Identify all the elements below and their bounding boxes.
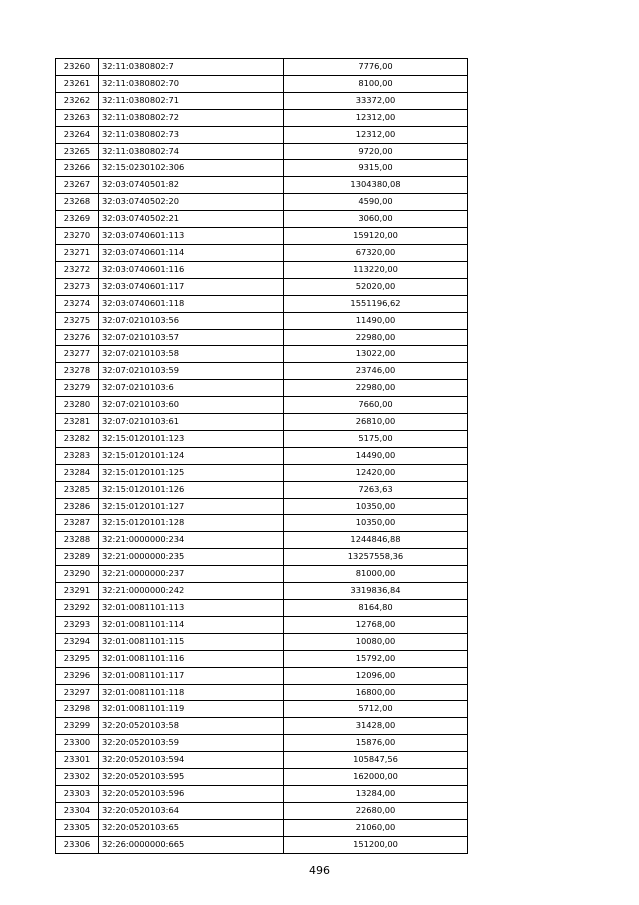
row-number: 23299 — [56, 718, 99, 735]
cadastral-number: 32:15:0120101:126 — [99, 481, 284, 498]
cadastral-value: 12312,00 — [284, 126, 468, 143]
cadastral-value: 3060,00 — [284, 211, 468, 228]
row-number: 23280 — [56, 397, 99, 414]
table-row — [56, 836, 468, 853]
cadastral-value: 3319836,84 — [284, 583, 468, 600]
row-number: 23284 — [56, 464, 99, 481]
table-row — [56, 278, 468, 295]
cadastral-value: 10350,00 — [284, 498, 468, 515]
cadastral-value: 12312,00 — [284, 109, 468, 126]
row-number: 23285 — [56, 481, 99, 498]
row-number: 23266 — [56, 160, 99, 177]
row-number: 23292 — [56, 600, 99, 617]
row-number: 23294 — [56, 633, 99, 650]
table-row — [56, 430, 468, 447]
cadastral-number: 32:21:0000000:235 — [99, 549, 284, 566]
cadastral-number: 32:03:0740502:20 — [99, 194, 284, 211]
cadastral-value: 22980,00 — [284, 329, 468, 346]
row-number: 23267 — [56, 177, 99, 194]
row-number: 23289 — [56, 549, 99, 566]
cadastral-value: 52020,00 — [284, 278, 468, 295]
table-row — [56, 109, 468, 126]
row-number: 23300 — [56, 735, 99, 752]
cadastral-number: 32:20:0520103:65 — [99, 819, 284, 836]
row-number: 23305 — [56, 819, 99, 836]
cadastral-number: 32:20:0520103:58 — [99, 718, 284, 735]
table-row — [56, 160, 468, 177]
row-number: 23281 — [56, 414, 99, 431]
cadastral-value: 67320,00 — [284, 244, 468, 261]
row-number: 23282 — [56, 430, 99, 447]
table-row — [56, 616, 468, 633]
table-row — [56, 295, 468, 312]
table-row — [56, 752, 468, 769]
cadastral-value: 11490,00 — [284, 312, 468, 329]
cadastral-value: 13257558,36 — [284, 549, 468, 566]
cadastral-number: 32:11:0380802:74 — [99, 143, 284, 160]
cadastral-value: 33372,00 — [284, 92, 468, 109]
table-row — [56, 785, 468, 802]
cadastral-value: 10350,00 — [284, 515, 468, 532]
row-number: 23287 — [56, 515, 99, 532]
table-row — [56, 633, 468, 650]
row-number: 23273 — [56, 278, 99, 295]
cadastral-number: 32:15:0230102:306 — [99, 160, 284, 177]
cadastral-number: 32:15:0120101:125 — [99, 464, 284, 481]
cadastral-value: 10080,00 — [284, 633, 468, 650]
row-number: 23270 — [56, 228, 99, 245]
cadastral-value: 7263,63 — [284, 481, 468, 498]
cadastral-number: 32:26:0000000:665 — [99, 836, 284, 853]
table-row — [56, 447, 468, 464]
cadastral-value: 12768,00 — [284, 616, 468, 633]
cadastral-number: 32:07:0210103:58 — [99, 346, 284, 363]
table-row — [56, 566, 468, 583]
table-row — [56, 397, 468, 414]
row-number: 23295 — [56, 650, 99, 667]
cadastral-number: 32:20:0520103:596 — [99, 785, 284, 802]
row-number: 23272 — [56, 261, 99, 278]
table-row — [56, 549, 468, 566]
cadastral-number: 32:01:0081101:117 — [99, 667, 284, 684]
row-number: 23301 — [56, 752, 99, 769]
table-row — [56, 244, 468, 261]
row-number: 23303 — [56, 785, 99, 802]
cadastral-number: 32:03:0740601:118 — [99, 295, 284, 312]
row-number: 23261 — [56, 75, 99, 92]
row-number: 23298 — [56, 701, 99, 718]
cadastral-number: 32:01:0081101:115 — [99, 633, 284, 650]
cadastral-value: 26810,00 — [284, 414, 468, 431]
table-row — [56, 143, 468, 160]
table-row — [56, 464, 468, 481]
table-row — [56, 92, 468, 109]
table-row — [56, 312, 468, 329]
cadastral-value: 151200,00 — [284, 836, 468, 853]
cadastral-value: 22980,00 — [284, 380, 468, 397]
row-number: 23268 — [56, 194, 99, 211]
cadastral-number: 32:01:0081101:116 — [99, 650, 284, 667]
cadastral-number: 32:01:0081101:119 — [99, 701, 284, 718]
cadastral-value: 21060,00 — [284, 819, 468, 836]
table-row — [56, 126, 468, 143]
cadastral-number: 32:20:0520103:594 — [99, 752, 284, 769]
cadastral-number: 32:03:0740502:21 — [99, 211, 284, 228]
row-number: 23264 — [56, 126, 99, 143]
cadastral-number: 32:01:0081101:118 — [99, 684, 284, 701]
cadastral-value: 81000,00 — [284, 566, 468, 583]
table-row — [56, 329, 468, 346]
cadastral-number: 32:07:0210103:61 — [99, 414, 284, 431]
row-number: 23297 — [56, 684, 99, 701]
table-row — [56, 718, 468, 735]
cadastral-table — [55, 58, 468, 854]
cadastral-value: 5175,00 — [284, 430, 468, 447]
cadastral-number: 32:11:0380802:71 — [99, 92, 284, 109]
cadastral-value: 12096,00 — [284, 667, 468, 684]
cadastral-value: 9720,00 — [284, 143, 468, 160]
cadastral-number: 32:15:0120101:127 — [99, 498, 284, 515]
cadastral-number: 32:21:0000000:242 — [99, 583, 284, 600]
cadastral-value: 13284,00 — [284, 785, 468, 802]
cadastral-number: 32:07:0210103:59 — [99, 363, 284, 380]
table-row — [56, 414, 468, 431]
cadastral-value: 5712,00 — [284, 701, 468, 718]
cadastral-number: 32:07:0210103:57 — [99, 329, 284, 346]
cadastral-value: 13022,00 — [284, 346, 468, 363]
cadastral-value: 7776,00 — [284, 59, 468, 76]
table-row — [56, 532, 468, 549]
cadastral-value: 31428,00 — [284, 718, 468, 735]
cadastral-number: 32:01:0081101:113 — [99, 600, 284, 617]
row-number: 23302 — [56, 769, 99, 786]
cadastral-value: 162000,00 — [284, 769, 468, 786]
cadastral-value: 105847,56 — [284, 752, 468, 769]
row-number: 23288 — [56, 532, 99, 549]
cadastral-number: 32:15:0120101:123 — [99, 430, 284, 447]
table-row — [56, 802, 468, 819]
cadastral-number: 32:03:0740601:113 — [99, 228, 284, 245]
row-number: 23286 — [56, 498, 99, 515]
cadastral-number: 32:11:0380802:70 — [99, 75, 284, 92]
row-number: 23275 — [56, 312, 99, 329]
row-number: 23296 — [56, 667, 99, 684]
cadastral-value: 15792,00 — [284, 650, 468, 667]
row-number: 23283 — [56, 447, 99, 464]
table-row — [56, 583, 468, 600]
cadastral-value: 14490,00 — [284, 447, 468, 464]
table-row — [56, 667, 468, 684]
table-row — [56, 211, 468, 228]
row-number: 23279 — [56, 380, 99, 397]
row-number: 23263 — [56, 109, 99, 126]
table-row — [56, 515, 468, 532]
table-row — [56, 600, 468, 617]
table-row — [56, 650, 468, 667]
cadastral-value: 1304380,08 — [284, 177, 468, 194]
cadastral-value: 16800,00 — [284, 684, 468, 701]
cadastral-number: 32:21:0000000:234 — [99, 532, 284, 549]
cadastral-number: 32:07:0210103:60 — [99, 397, 284, 414]
cadastral-number: 32:03:0740601:117 — [99, 278, 284, 295]
table-row — [56, 769, 468, 786]
cadastral-value: 9315,00 — [284, 160, 468, 177]
table-row — [56, 75, 468, 92]
row-number: 23291 — [56, 583, 99, 600]
cadastral-value: 8164,80 — [284, 600, 468, 617]
cadastral-value: 15876,00 — [284, 735, 468, 752]
cadastral-number: 32:15:0120101:128 — [99, 515, 284, 532]
table-row — [56, 684, 468, 701]
cadastral-number: 32:03:0740501:82 — [99, 177, 284, 194]
row-number: 23262 — [56, 92, 99, 109]
cadastral-number: 32:11:0380802:73 — [99, 126, 284, 143]
cadastral-number: 32:07:0210103:56 — [99, 312, 284, 329]
cadastral-value: 12420,00 — [284, 464, 468, 481]
row-number: 23276 — [56, 329, 99, 346]
cadastral-value: 4590,00 — [284, 194, 468, 211]
table-row — [56, 194, 468, 211]
cadastral-number: 32:01:0081101:114 — [99, 616, 284, 633]
table-body — [56, 59, 468, 854]
table-row — [56, 819, 468, 836]
cadastral-number: 32:03:0740601:116 — [99, 261, 284, 278]
table-row — [56, 701, 468, 718]
cadastral-value: 22680,00 — [284, 802, 468, 819]
cadastral-value: 1551196,62 — [284, 295, 468, 312]
row-number: 23277 — [56, 346, 99, 363]
table-row — [56, 735, 468, 752]
cadastral-value: 159120,00 — [284, 228, 468, 245]
row-number: 23274 — [56, 295, 99, 312]
row-number: 23304 — [56, 802, 99, 819]
cadastral-value: 23746,00 — [284, 363, 468, 380]
cadastral-number: 32:07:0210103:6 — [99, 380, 284, 397]
cadastral-value: 1244846,88 — [284, 532, 468, 549]
table-row — [56, 261, 468, 278]
row-number: 23293 — [56, 616, 99, 633]
page-number: 496 — [309, 864, 330, 877]
cadastral-number: 32:20:0520103:64 — [99, 802, 284, 819]
table-row — [56, 481, 468, 498]
table-row — [56, 346, 468, 363]
table-row — [56, 59, 468, 76]
table-row — [56, 380, 468, 397]
cadastral-value: 8100,00 — [284, 75, 468, 92]
cadastral-number: 32:03:0740601:114 — [99, 244, 284, 261]
row-number: 23306 — [56, 836, 99, 853]
table-row — [56, 228, 468, 245]
row-number: 23271 — [56, 244, 99, 261]
table-row — [56, 363, 468, 380]
cadastral-number: 32:21:0000000:237 — [99, 566, 284, 583]
cadastral-number: 32:11:0380802:7 — [99, 59, 284, 76]
row-number: 23278 — [56, 363, 99, 380]
cadastral-number: 32:15:0120101:124 — [99, 447, 284, 464]
cadastral-value: 113220,00 — [284, 261, 468, 278]
row-number: 23269 — [56, 211, 99, 228]
cadastral-number: 32:20:0520103:595 — [99, 769, 284, 786]
cadastral-value: 7660,00 — [284, 397, 468, 414]
row-number: 23265 — [56, 143, 99, 160]
cadastral-number: 32:11:0380802:72 — [99, 109, 284, 126]
row-number: 23260 — [56, 59, 99, 76]
cadastral-number: 32:20:0520103:59 — [99, 735, 284, 752]
table-row — [56, 498, 468, 515]
row-number: 23290 — [56, 566, 99, 583]
table-row — [56, 177, 468, 194]
